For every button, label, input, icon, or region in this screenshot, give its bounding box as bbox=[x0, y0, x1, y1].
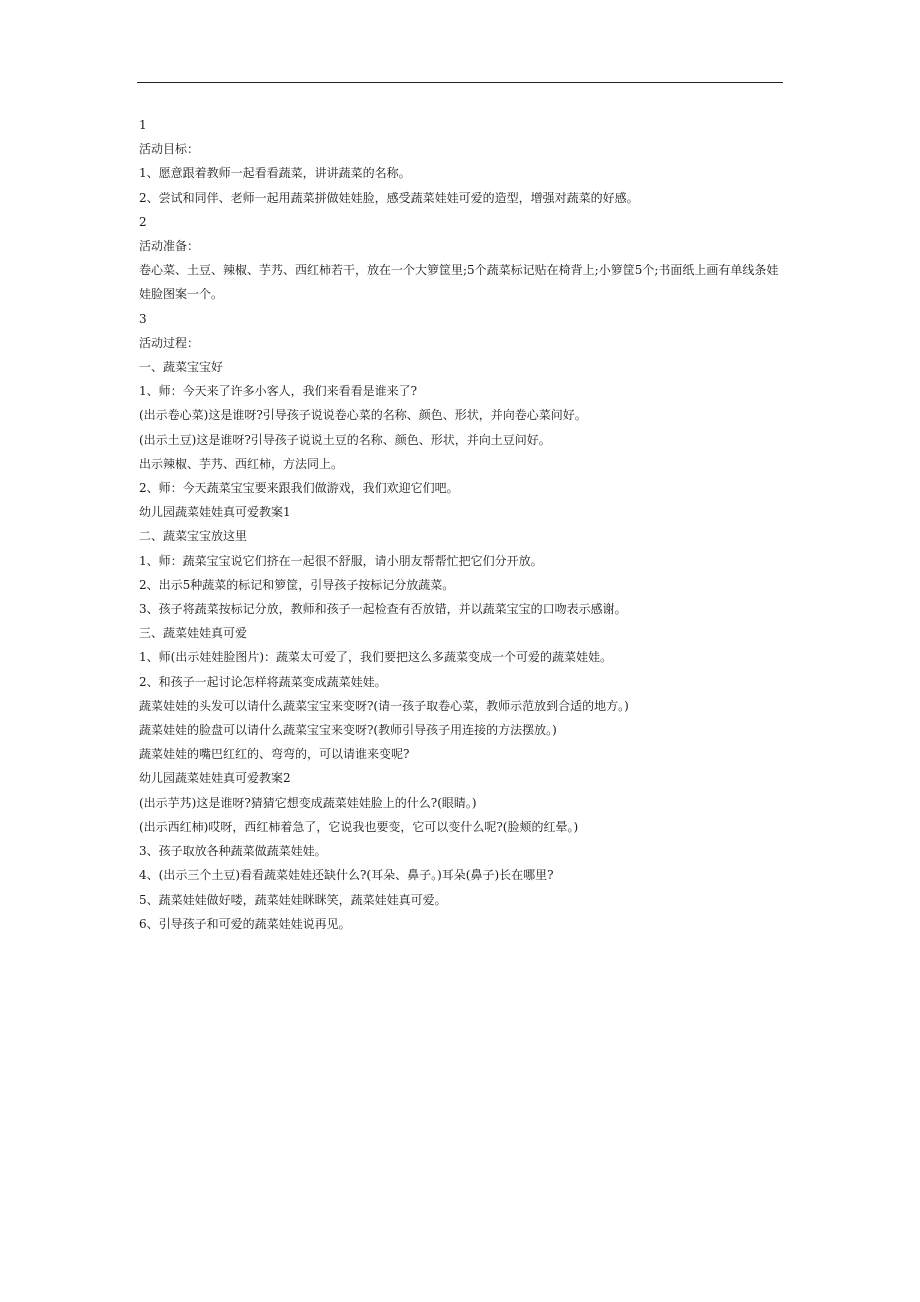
section-heading: 活动准备： bbox=[139, 239, 200, 254]
section-number: 2 bbox=[139, 214, 147, 229]
section-number: 1 bbox=[139, 118, 147, 132]
paragraph: 2、和孩子一起讨论怎样将蔬菜变成蔬菜娃娃。 bbox=[139, 674, 387, 689]
paragraph: (出示芋艿)这是谁呀?猜猜它想变成蔬菜娃娃脸上的什么?(眼睛。) bbox=[139, 795, 477, 810]
subsection-heading: 一、蔬菜宝宝好 bbox=[139, 360, 224, 375]
paragraph: 卷心菜、土豆、辣椒、芋艿、西红柿若干，放在一个大箩筐里;5个蔬菜标记贴在椅背上;小箩筐5个;书面纸上画有单线条娃娃脸图案一个。 bbox=[139, 263, 779, 302]
section-heading: 活动目标： bbox=[139, 142, 200, 157]
paragraph: 1、师：蔬菜宝宝说它们挤在一起很不舒服，请小朋友帮帮忙把它们分开放。 bbox=[139, 553, 543, 568]
lesson-title: 幼儿园蔬菜娃娃真可爱教案2 bbox=[139, 771, 291, 786]
subsection-heading: 三、蔬菜娃娃真可爱 bbox=[139, 626, 248, 641]
paragraph: 6、引导孩子和可爱的蔬菜娃娃说再见。 bbox=[139, 916, 351, 931]
paragraph: (出示西红柿)哎呀，西红柿着急了，它说我也要变，它可以变什么呢?(脸颊的红晕。) bbox=[139, 819, 579, 834]
paragraph: 1、师：今天来了许多小客人，我们来看看是谁来了? bbox=[139, 384, 418, 399]
paragraph: 1、师(出示娃娃脸图片)：蔬菜太可爱了，我们要把这么多蔬菜变成一个可爱的蔬菜娃娃。 bbox=[139, 650, 613, 665]
subsection-heading: 二、蔬菜宝宝放这里 bbox=[139, 529, 248, 544]
paragraph: 5、蔬菜娃娃做好喽，蔬菜娃娃眯眯笑，蔬菜娃娃真可爱。 bbox=[139, 892, 447, 907]
paragraph: 出示辣椒、芋艿、西红柿，方法同上。 bbox=[139, 456, 344, 471]
paragraph: 蔬菜娃娃的脸盘可以请什么蔬菜宝宝来变呀?(教师引导孩子用连接的方法摆放。) bbox=[139, 723, 557, 738]
paragraph: 蔬菜娃娃的头发可以请什么蔬菜宝宝来变呀?(请一孩子取卷心菜，教师示范放到合适的地方。) bbox=[139, 698, 629, 713]
paragraph: 蔬菜娃娃的嘴巴红红的、弯弯的，可以请谁来变呢? bbox=[139, 747, 410, 762]
paragraph: 3、孩子取放各种蔬菜做蔬菜娃娃。 bbox=[139, 844, 327, 859]
paragraph: (出示卷心菜)这是谁呀?引导孩子说说卷心菜的名称、颜色、形状，并向卷心菜问好。 bbox=[139, 408, 587, 423]
paragraph: 2、出示5种蔬菜的标记和箩筐，引导孩子按标记分放蔬菜。 bbox=[139, 577, 455, 592]
lesson-title: 幼儿园蔬菜娃娃真可爱教案1 bbox=[139, 505, 291, 520]
header-rule bbox=[137, 82, 783, 83]
section-number: 3 bbox=[139, 311, 147, 326]
paragraph: 4、(出示三个土豆)看看蔬菜娃娃还缺什么?(耳朵、鼻子。)耳朵(鼻子)长在哪里? bbox=[139, 868, 554, 883]
paragraph: 3、孩子将蔬菜按标记分放，教师和孩子一起检查有否放错，并以蔬菜宝宝的口吻表示感谢。 bbox=[139, 602, 627, 617]
paragraph: (出示土豆)这是谁呀?引导孩子说说土豆的名称、颜色、形状，并向土豆问好。 bbox=[139, 432, 551, 447]
paragraph: 2、师：今天蔬菜宝宝要来跟我们做游戏，我们欢迎它们吧。 bbox=[139, 481, 459, 496]
section-heading: 活动过程： bbox=[139, 335, 200, 350]
document-body bbox=[139, 113, 785, 936]
paragraph: 2、尝试和同伴、老师一起用蔬菜拼做娃娃脸，感受蔬菜娃娃可爱的造型，增强对蔬菜的好感。 bbox=[139, 190, 639, 205]
paragraph: 1、愿意跟着教师一起看看蔬菜，讲讲蔬菜的名称。 bbox=[139, 166, 411, 181]
